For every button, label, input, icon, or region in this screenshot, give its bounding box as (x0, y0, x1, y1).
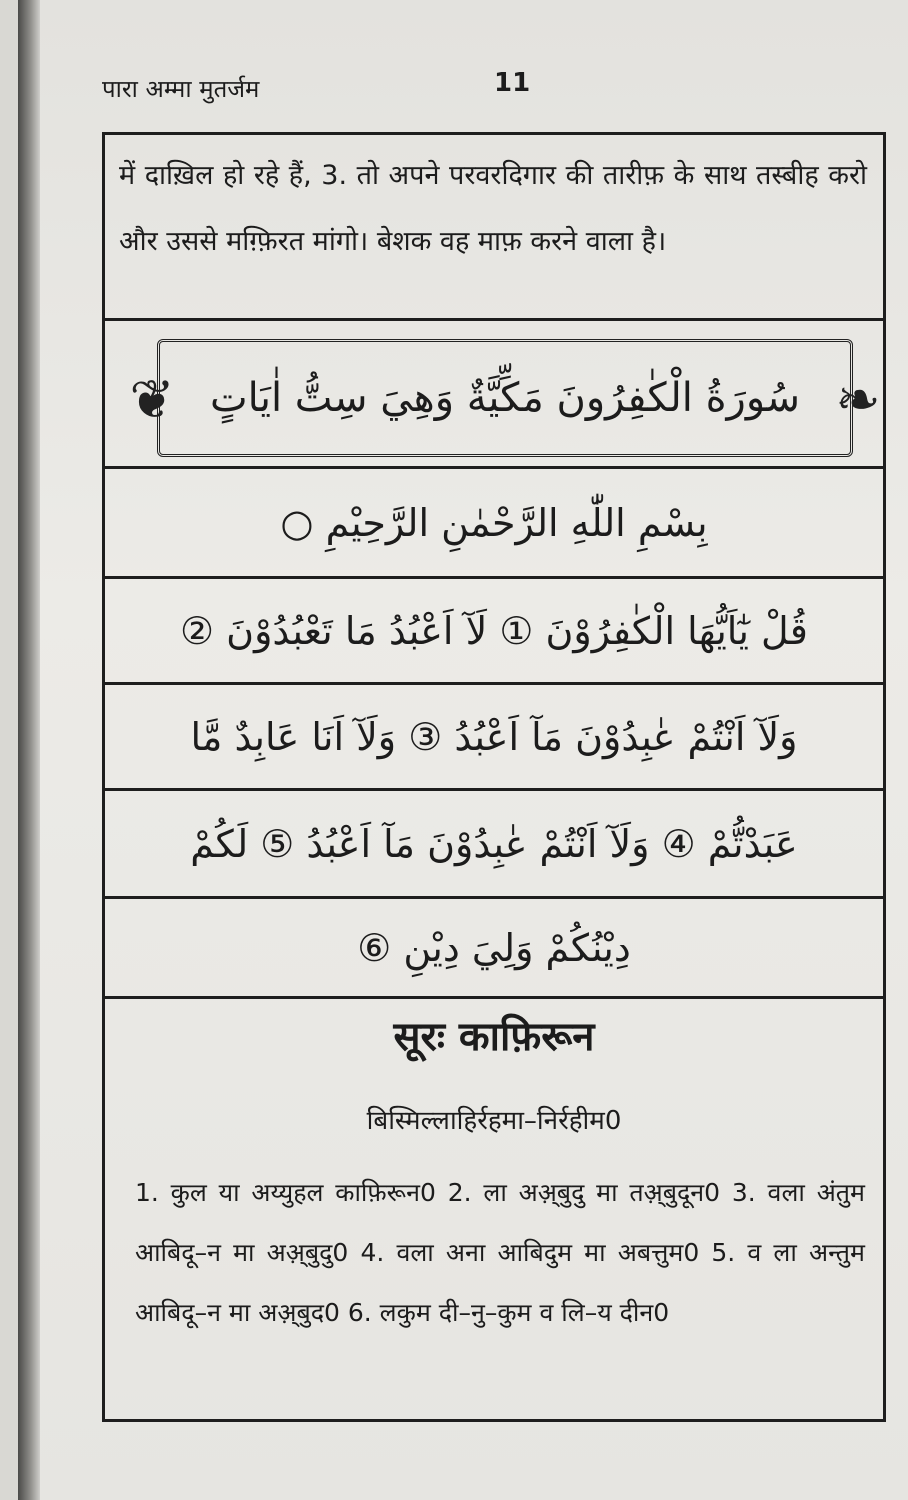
ornament-left-icon: ❦ (129, 368, 175, 431)
page-number: 11 (494, 68, 531, 98)
arabic-verse-line-4: دِيْنُكُمْ وَلِيَ دِيْنِ ⑥ (105, 899, 883, 999)
arabic-verse-line-2: وَلَآ اَنْتُمْ عٰبِدُوْنَ مَآ اَعْبُدُ ③ وَلَآ اَنَا عَابِدٌ مَّا (105, 685, 883, 791)
intro-paragraph: में दाख़िल हो रहे हैं, 3. तो अपने परवरदिगार की तारीफ़ के साथ तस्बीह करो और उससे मग़्फ़िरत मांगो। बेशक वह माफ़ करने वाला है। (105, 135, 883, 321)
ornament-right-icon: ❧ (835, 368, 881, 431)
transliteration-title: सूरः काफ़िरून (393, 1014, 595, 1060)
header-title: पारा अम्मा मुतर्जम (102, 75, 260, 103)
book-spine (18, 0, 40, 1500)
surah-banner-row (105, 321, 883, 469)
transliteration-bismillah: बिस्मिल्लाहिर्रहमा–निर्रहीम0 (366, 1106, 622, 1136)
surah-title-banner (129, 339, 881, 457)
transliteration-section (105, 999, 883, 1419)
arabic-verse-line-3: عَبَدْتُّمْ ④ وَلَآ اَنْتُمْ عٰبِدُوْنَ مَآ اَعْبُدُ ⑤ لَكُمْ (105, 791, 883, 899)
text-frame (102, 132, 886, 1422)
arabic-verse-line-1: قُلْ يٰٓاَيُّهَا الْكٰفِرُوْنَ ① لَآ اَعْبُدُ مَا تَعْبُدُوْنَ ② (105, 579, 883, 685)
surah-title-arabic: سُورَةُ الْكٰفِرُونَ مَكِّيَّةٌ وَهِيَ سِتُّ اٰيَاتٍ (209, 375, 801, 421)
running-header (102, 68, 702, 112)
bismillah-arabic: بِسْمِ اللّٰهِ الرَّحْمٰنِ الرَّحِيْمِ ○ (105, 469, 883, 579)
transliteration-body: 1. कुल या अय्युहल काफ़िरून0 2. ला अअ़्बुदु मा तअ़्बुदून0 3. वला अंतुम आबिदू–न मा अअ़्बुदु0 4. वला अना आबिदुम मा अबत्तुम0 5. व ला अन्तुम आबिदू–न मा अअ़्बुद0 6. लकुम दी–नु–कुम व लि–य दीन0 (135, 1178, 865, 1327)
